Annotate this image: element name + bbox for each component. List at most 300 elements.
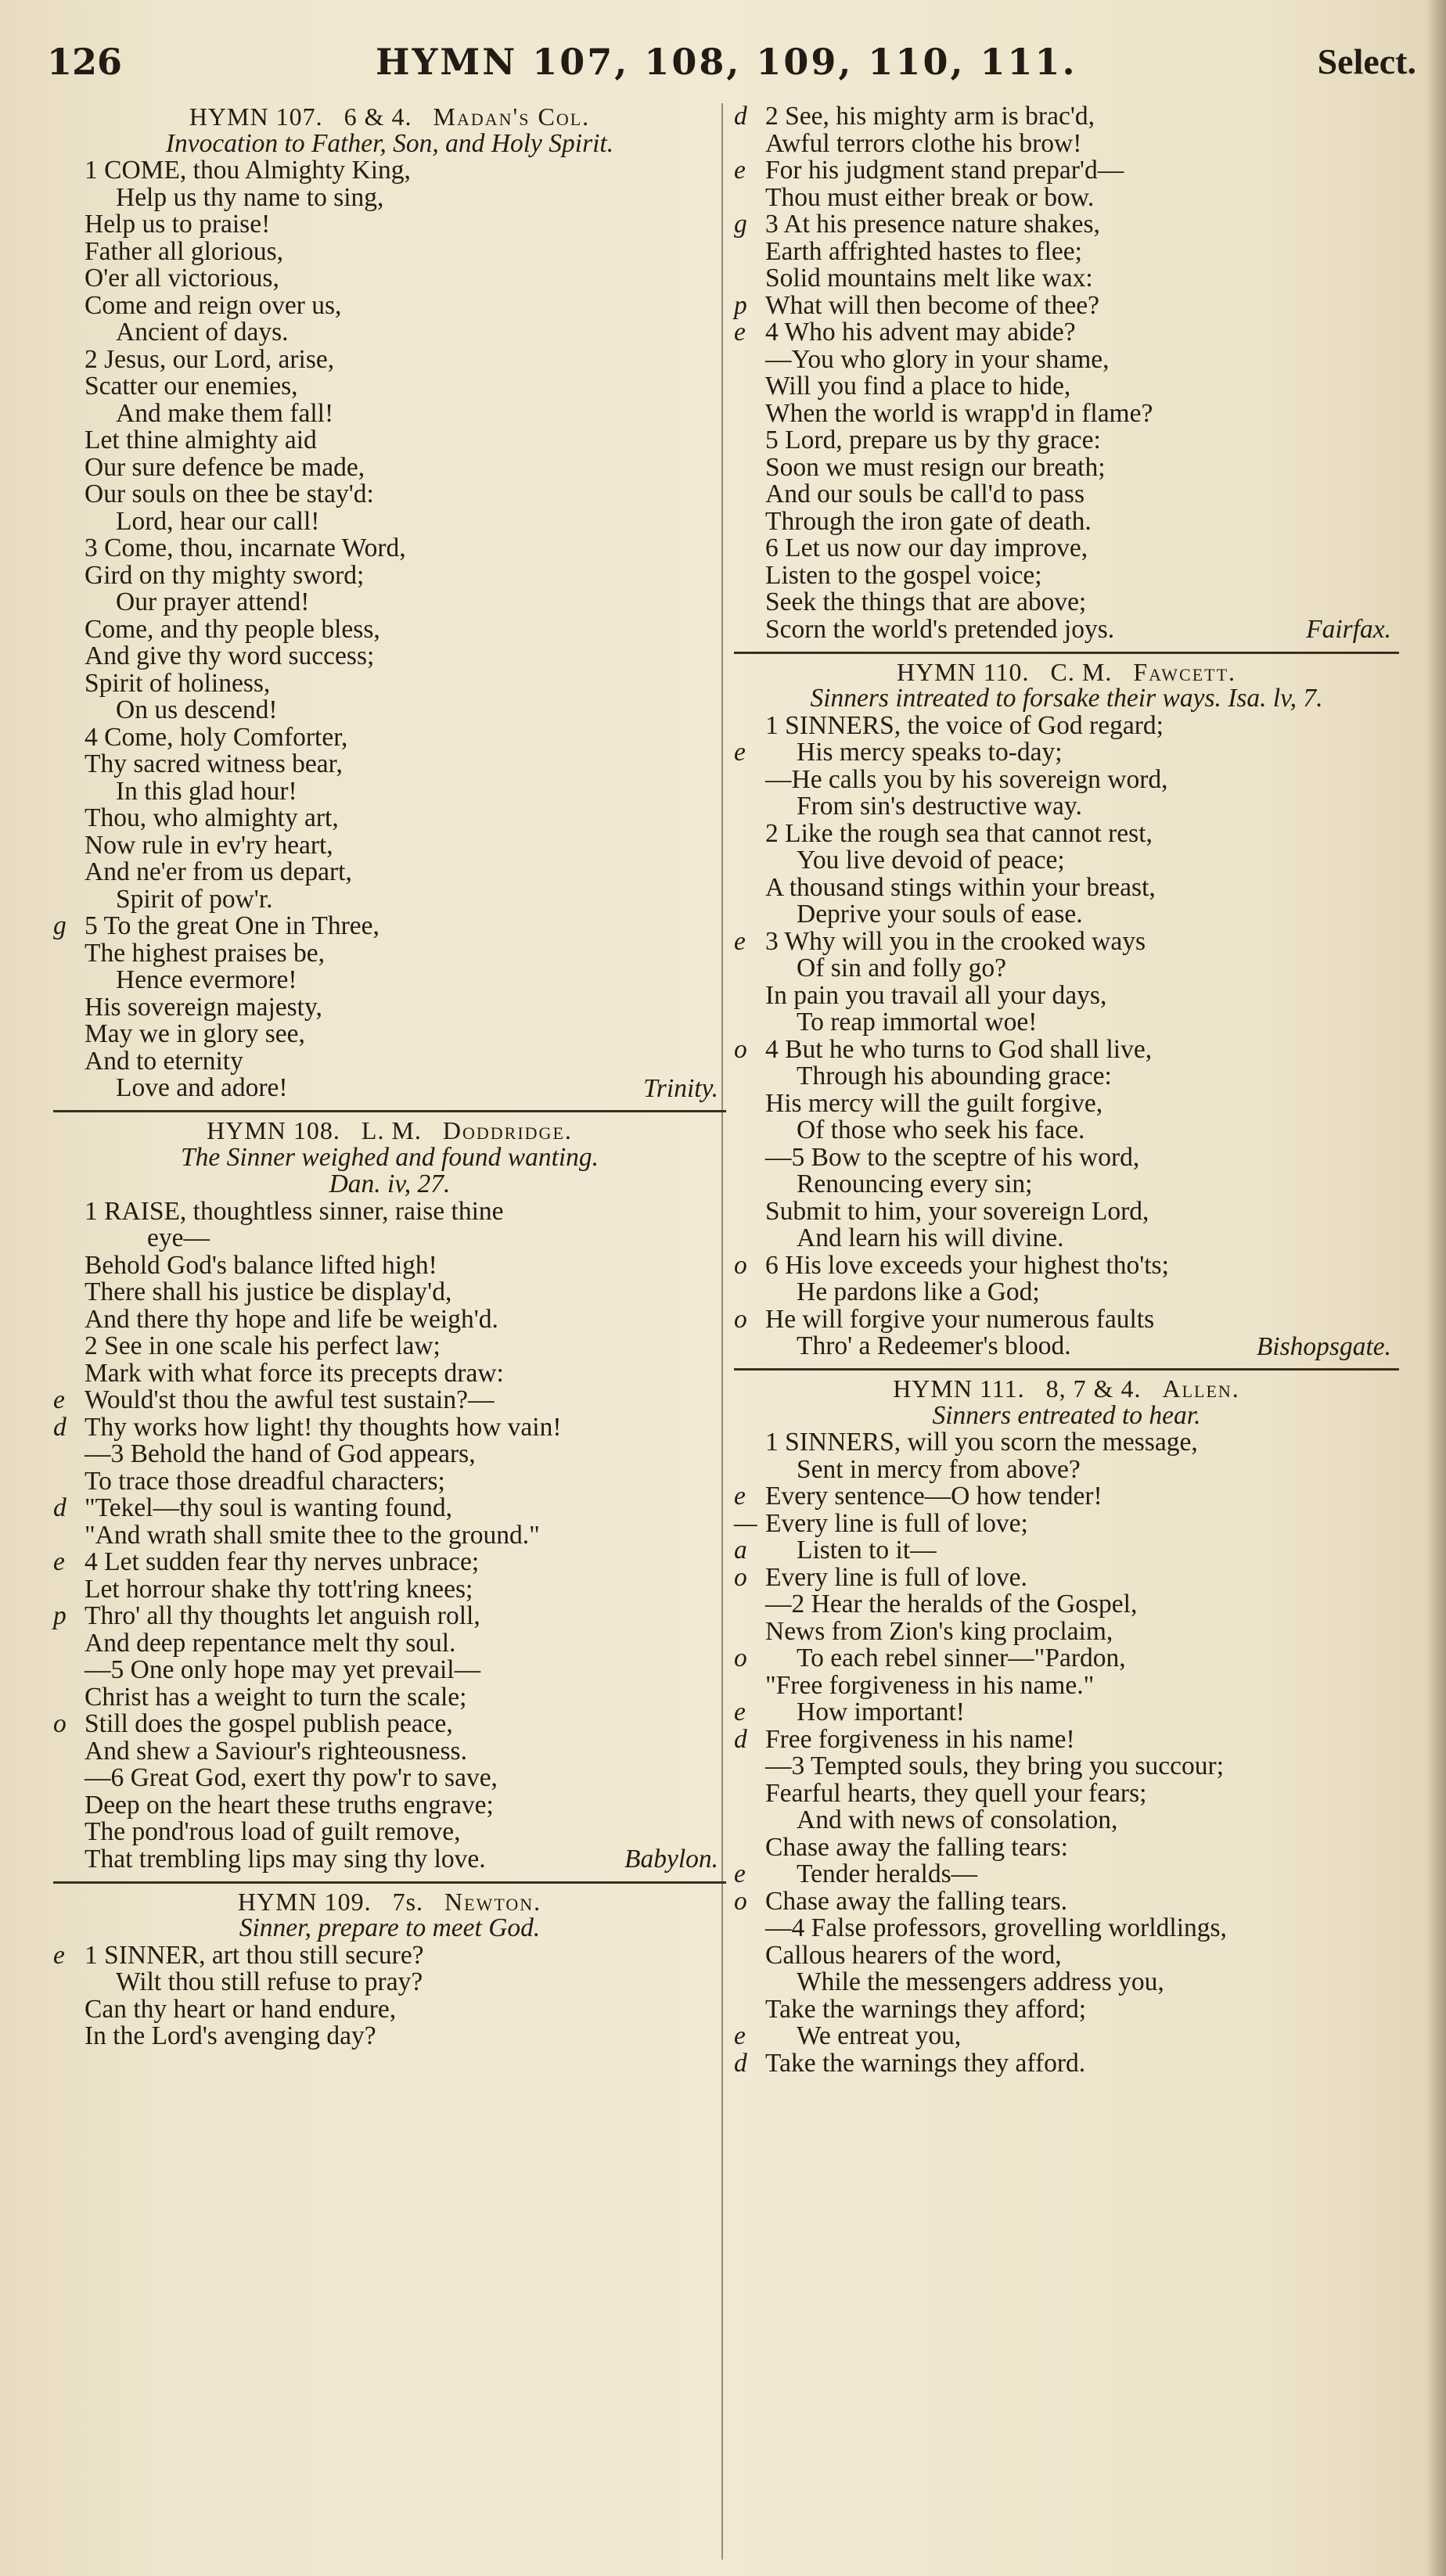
verse-line — [734, 508, 1399, 536]
verse-line — [734, 236, 1399, 266]
verse-line — [53, 1198, 726, 1226]
verse-line — [53, 994, 726, 1022]
dynamic-mark: d — [53, 1493, 67, 1522]
verse-line — [53, 1603, 726, 1630]
scripture-reference: Dan. iv, 27. — [329, 1169, 451, 1198]
verse-line — [53, 589, 726, 616]
dynamic-mark: e — [734, 1859, 746, 1888]
verse-text: Every line is full of love; — [765, 1508, 1028, 1538]
verse-line — [53, 1495, 726, 1522]
verse-text: And make them fall! — [116, 398, 334, 428]
verse-line — [53, 940, 726, 968]
dynamic-mark: d — [53, 1412, 67, 1442]
hymn-title: Sinners entreated to hear. — [932, 1400, 1201, 1430]
verse-line — [734, 290, 1399, 320]
verse-text: Every line is full of love. — [765, 1562, 1027, 1592]
verse-line — [734, 319, 1399, 347]
hymn-109-verses-left — [53, 1942, 726, 2050]
verse-text: Help us thy name to sing, — [116, 182, 384, 212]
dynamic-mark: e — [53, 1385, 65, 1414]
hymn-meter: 6 & 4. — [344, 102, 412, 131]
dynamic-mark: p — [53, 1601, 67, 1630]
verse-text: On us descend! — [116, 695, 278, 724]
verse-text: And ne'er from us depart, — [85, 857, 352, 886]
verse-line — [734, 1198, 1399, 1226]
verse-text: Gird on thy mighty sword; — [85, 560, 365, 590]
verse-text: His mercy speaks to-day; — [797, 738, 1063, 767]
verse-text: Thro' all thy thoughts let anguish roll, — [85, 1601, 480, 1630]
dynamic-mark: d — [734, 1724, 747, 1754]
hymn-number: HYMN 110. — [896, 657, 1030, 686]
verse-text: Free forgiveness in his name! — [765, 1724, 1075, 1754]
hymn-author: Doddridge. — [442, 1116, 573, 1144]
dynamic-mark: p — [734, 290, 747, 320]
hymn-heading — [734, 659, 1399, 686]
verse-text: "And wrath shall smite thee to the ground." — [85, 1520, 540, 1550]
hymn-number: HYMN 107. — [189, 102, 323, 131]
verse-line — [53, 886, 726, 914]
verse-text: 2 Jesus, our Lord, arise, — [85, 344, 335, 374]
verse-text: Chase away the falling tears. — [765, 1886, 1068, 1916]
verse-line — [734, 562, 1399, 590]
verse-line — [734, 454, 1399, 482]
verse-line — [53, 1441, 726, 1468]
verse-text: eye— — [147, 1223, 210, 1252]
verse-line — [734, 1807, 1399, 1834]
verse-text: Of those who seek his face. — [797, 1116, 1085, 1144]
hymn-meter: C. M. — [1050, 657, 1113, 686]
verse-text: Scorn the world's pretended joys. — [765, 614, 1115, 644]
dynamic-mark: e — [734, 156, 746, 185]
verse-line — [53, 751, 726, 778]
dynamic-mark: o — [734, 1562, 747, 1592]
dynamic-mark: e — [734, 1698, 746, 1726]
verse-text: To reap immortal woe! — [797, 1008, 1038, 1037]
verse-line — [734, 1699, 1399, 1726]
verse-line — [53, 1630, 726, 1658]
hymn-111-verses — [734, 1429, 1399, 2077]
verse-text: Behold God's balance lifted high! — [85, 1250, 437, 1280]
hymn-meter: L. M. — [361, 1116, 422, 1144]
verse-text: Submit to him, your sovereign Lord, — [765, 1196, 1149, 1226]
verse-line — [734, 535, 1399, 562]
verse-line — [53, 1657, 726, 1684]
verse-line — [734, 1090, 1399, 1118]
verse-text: Ancient of days. — [116, 318, 289, 347]
verse-text: Still does the gospel publish peace, — [85, 1709, 453, 1738]
verse-text: 4 Let sudden fear thy nerves unbrace; — [85, 1547, 480, 1576]
verse-line — [53, 1996, 726, 2024]
verse-line — [53, 290, 726, 320]
dynamic-mark: e — [734, 2021, 746, 2050]
page-number: 126 — [47, 41, 123, 83]
verse-line — [734, 1171, 1399, 1198]
hymn-title: The Sinner weighed and found wanting. — [180, 1142, 599, 1172]
verse-text: And deep repentance melt thy soul. — [85, 1628, 456, 1658]
verse-text: Deep on the heart these truths engrave; — [85, 1790, 494, 1820]
verse-line — [53, 1306, 726, 1334]
verse-text: 6 His love exceeds your highest tho'ts; — [765, 1250, 1169, 1280]
verse-text: Earth affrighted hastes to flee; — [765, 236, 1082, 266]
verse-text: 1 RAISE, thoughtless sinner, raise thine — [85, 1196, 504, 1226]
hymn-author: Allen. — [1162, 1374, 1240, 1403]
verse-text: Of sin and folly go? — [797, 954, 1006, 983]
verse-line — [53, 1279, 726, 1306]
verse-line — [53, 724, 726, 752]
verse-line — [53, 1333, 726, 1360]
verse-text: How important! — [797, 1698, 965, 1726]
verse-text: Would'st thou the awful test sustain?— — [85, 1385, 495, 1414]
verse-line — [53, 778, 726, 806]
verse-line — [734, 872, 1399, 902]
verse-text: 3 Come, thou, incarnate Word, — [85, 534, 406, 562]
verse-text: Spirit of pow'r. — [116, 884, 273, 914]
verse-line — [734, 1888, 1399, 1916]
verse-text: Hence evermore! — [116, 965, 297, 994]
section-rule — [734, 652, 1399, 654]
verse-text: To each rebel sinner—"Pardon, — [797, 1644, 1126, 1672]
verse-text: "Tekel—thy soul is wanting found, — [85, 1493, 453, 1522]
verse-line — [53, 913, 726, 940]
verse-text: Come, and thy people bless, — [85, 614, 380, 644]
verse-line — [734, 1454, 1399, 1484]
verse-line — [53, 1075, 726, 1102]
tune-name: Fairfax. — [1306, 615, 1391, 644]
verse-text: Take the warnings they afford; — [765, 1994, 1087, 2024]
verse-line — [53, 182, 726, 212]
verse-line — [53, 1225, 726, 1252]
running-header — [47, 41, 1416, 95]
verse-line — [53, 1414, 726, 1442]
verse-text: He will forgive your numerous faults — [765, 1304, 1155, 1334]
hymn-heading — [53, 1888, 726, 1916]
verse-line — [53, 344, 726, 374]
verse-line — [734, 739, 1399, 767]
right-column — [734, 103, 1399, 2077]
dynamic-mark: e — [734, 318, 746, 347]
verse-line — [53, 1252, 726, 1280]
verse-text: Lord, hear our call! — [116, 506, 320, 536]
verse-text: 2 See in one scale his perfect law; — [85, 1331, 441, 1360]
hymn-heading — [734, 1375, 1399, 1403]
verse-line — [734, 265, 1399, 293]
verse-line — [734, 1996, 1399, 2024]
verse-line — [53, 265, 726, 293]
hymn-number: HYMN 111. — [893, 1374, 1025, 1403]
verse-text: And to eternity — [85, 1046, 243, 1076]
verse-text: Our prayer attend! — [116, 587, 310, 616]
verse-line — [734, 1034, 1399, 1064]
hymn-107-verses — [53, 157, 726, 1102]
verse-text: Will you find a place to hide, — [765, 372, 1071, 401]
verse-text: When the world is wrapp'd in flame? — [765, 398, 1153, 428]
verse-line — [734, 211, 1399, 239]
hymn-number: HYMN 109. — [237, 1887, 372, 1916]
verse-line — [53, 670, 726, 698]
verse-text: 2 Like the rough sea that cannot rest, — [765, 818, 1153, 848]
tune-name: Babylon. — [624, 1845, 718, 1874]
verse-line — [53, 1360, 726, 1388]
verse-line — [53, 1792, 726, 1820]
verse-text: —2 Hear the heralds of the Gospel, — [765, 1590, 1138, 1619]
verse-line — [53, 398, 726, 428]
verse-text: There shall his justice be display'd, — [85, 1277, 452, 1306]
running-head: HYMN 107, 108, 109, 110, 111. — [376, 41, 1077, 83]
verse-text: He pardons like a God; — [797, 1277, 1040, 1306]
hymn-title: Sinner, prepare to meet God. — [239, 1913, 541, 1942]
verse-line — [734, 481, 1399, 508]
verse-text: Renouncing every sin; — [797, 1169, 1033, 1198]
verse-line — [734, 1753, 1399, 1780]
verse-line — [53, 1738, 726, 1766]
verse-line — [734, 1144, 1399, 1172]
verse-line — [53, 1819, 726, 1846]
verse-text: —4 False professors, grovelling worldlings, — [765, 1913, 1227, 1942]
dynamic-mark: e — [53, 1547, 65, 1576]
section-label: Select. — [1317, 41, 1416, 81]
verse-line — [734, 793, 1399, 821]
dynamic-mark: e — [53, 1940, 65, 1970]
verse-text: In this glad hour! — [116, 776, 297, 806]
verse-line — [734, 847, 1399, 875]
verse-line — [53, 1765, 726, 1792]
verse-line — [734, 1616, 1399, 1646]
verse-text: —You who glory in your shame, — [765, 344, 1110, 374]
verse-text: His sovereign majesty, — [85, 992, 322, 1022]
verse-text: —3 Tempted souls, they bring you succour; — [765, 1751, 1225, 1780]
verse-line — [734, 128, 1399, 158]
verse-text: Love and adore! — [116, 1073, 288, 1102]
verse-text: Let thine almighty aid — [85, 426, 317, 454]
verse-text: 5 To the great One in Three, — [85, 911, 379, 940]
verse-text: "Free forgiveness in his name." — [765, 1670, 1095, 1700]
verse-line — [53, 427, 726, 454]
dynamic-mark: o — [53, 1709, 67, 1738]
verse-text: And give thy word success; — [85, 641, 375, 670]
verse-line — [53, 481, 726, 508]
verse-text: For his judgment stand prepar'd— — [765, 156, 1124, 185]
verse-text: 6 Let us now our day improve, — [765, 534, 1088, 562]
verse-text: His mercy will the guilt forgive, — [765, 1088, 1103, 1118]
verse-text: The pond'rous load of guilt remove, — [85, 1817, 461, 1846]
verse-line — [734, 2023, 1399, 2050]
verse-line — [53, 1942, 726, 1970]
verse-line — [53, 1969, 726, 1996]
verse-line — [734, 1252, 1399, 1280]
verse-text: Chase away the falling tears: — [765, 1832, 1068, 1862]
verse-text: What will then become of thee? — [765, 290, 1099, 320]
verse-line — [53, 157, 726, 185]
verse-text: You live devoid of peace; — [797, 846, 1065, 875]
verse-text: Awful terrors clothe his brow! — [765, 128, 1082, 158]
hymn-108-verses — [53, 1198, 726, 1874]
verse-text: May we in glory see, — [85, 1019, 305, 1048]
verse-text: —6 Great God, exert thy pow'r to save, — [85, 1763, 498, 1792]
hymn-title: Invocation to Father, Son, and Holy Spirit. — [165, 128, 614, 158]
hymn-author: Madan's Col. — [433, 102, 591, 131]
verse-text: While the messengers address you, — [797, 1967, 1164, 1996]
page-edge-shadow — [1426, 0, 1446, 2576]
verse-text: Let horrour shake thy tott'ring knees; — [85, 1574, 473, 1604]
verse-line — [734, 901, 1399, 929]
verse-text: Spirit of holiness, — [85, 668, 271, 698]
verse-text: 1 COME, thou Almighty King, — [85, 156, 411, 185]
verse-text: Through the iron gate of death. — [765, 506, 1092, 536]
verse-text: Thou must either break or bow. — [765, 182, 1095, 212]
verse-text: And shew a Saviour's righteousness. — [85, 1736, 467, 1766]
verse-line — [734, 764, 1399, 794]
section-rule — [53, 1881, 726, 1884]
verse-text: 5 Lord, prepare us by thy grace: — [765, 426, 1101, 454]
verse-line — [734, 710, 1399, 740]
verse-text: Scatter our enemies, — [85, 372, 298, 401]
verse-line — [734, 1306, 1399, 1334]
verse-line — [53, 643, 726, 670]
verse-line — [53, 1549, 726, 1576]
verse-line — [734, 344, 1399, 374]
verse-text: O'er all victorious, — [85, 264, 279, 293]
verse-line — [53, 1684, 726, 1712]
verse-text: Soon we must resign our breath; — [765, 452, 1106, 482]
dynamic-mark: e — [734, 738, 746, 767]
verse-text: And there thy hope and life be weigh'd. — [85, 1304, 498, 1334]
verse-line — [53, 373, 726, 401]
verse-text: Listen to the gospel voice; — [765, 560, 1042, 590]
verse-text: Help us to praise! — [85, 210, 271, 239]
verse-text: Come and reign over us, — [85, 290, 342, 320]
verse-text: And learn his will divine. — [797, 1223, 1064, 1252]
verse-text: Our souls on thee be stay'd: — [85, 480, 374, 508]
verse-text: 4 Come, holy Comforter, — [85, 722, 348, 752]
tune-name: Bishopsgate. — [1256, 1331, 1391, 1361]
verse-line — [734, 1562, 1399, 1592]
verse-text: 1 SINNERS, the voice of God regard; — [765, 710, 1164, 740]
verse-text: —5 Bow to the sceptre of his word, — [765, 1142, 1140, 1172]
verse-text: Our sure defence be made, — [85, 452, 365, 482]
hymn-number: HYMN 108. — [207, 1116, 340, 1144]
verse-text: 1 SINNERS, will you scorn the message, — [765, 1428, 1198, 1457]
verse-text: The highest praises be, — [85, 938, 325, 968]
hymn-title: Sinners intreated to forsake their ways. Isa. lv, 7. — [810, 684, 1323, 713]
hymn-heading — [53, 103, 726, 131]
verse-line — [734, 926, 1399, 956]
verse-line — [734, 1834, 1399, 1862]
verse-line — [734, 1279, 1399, 1306]
verse-text: A thousand stings within your breast, — [765, 872, 1156, 902]
verse-line — [734, 1063, 1399, 1090]
verse-line — [53, 1048, 726, 1076]
verse-line — [734, 1726, 1399, 1754]
verse-line — [53, 319, 726, 347]
verse-line — [734, 1429, 1399, 1457]
verse-text: And with news of consolation, — [797, 1805, 1118, 1834]
verse-text: Seek the things that are above; — [765, 587, 1087, 616]
dynamic-mark: g — [734, 210, 747, 239]
verse-line — [53, 508, 726, 536]
dynamic-mark: g — [53, 911, 67, 940]
verse-line — [53, 236, 726, 266]
verse-line — [734, 2050, 1399, 2078]
verse-text: 4 But he who turns to God shall live, — [765, 1034, 1153, 1064]
verse-line — [734, 103, 1399, 131]
dynamic-mark: e — [734, 1482, 746, 1511]
verse-text: Christ has a weight to turn the scale; — [85, 1682, 467, 1712]
verse-text: In the Lord's avenging day? — [85, 2021, 376, 2050]
verse-line — [53, 967, 726, 994]
verse-text: That trembling lips may sing thy love. — [85, 1844, 486, 1874]
verse-text: To trace those dreadful characters; — [85, 1466, 445, 1496]
verse-line — [53, 1522, 726, 1550]
left-column — [53, 103, 726, 2050]
verse-line — [53, 1468, 726, 1496]
verse-line — [734, 398, 1399, 428]
verse-text: In pain you travail all your days, — [765, 980, 1107, 1010]
verse-line — [734, 955, 1399, 983]
verse-text: Thou, who almighty art, — [85, 803, 339, 832]
verse-line — [734, 1508, 1399, 1538]
verse-text: 2 See, his mighty arm is brac'd, — [765, 102, 1095, 131]
hymn-heading — [53, 1117, 726, 1144]
verse-text: Take the warnings they afford. — [765, 2048, 1086, 2078]
verse-text: Through his abounding grace: — [797, 1062, 1112, 1090]
dynamic-mark: o — [734, 1304, 747, 1334]
verse-line — [53, 697, 726, 724]
verse-text: 1 SINNER, art thou still secure? — [85, 1940, 424, 1970]
verse-text: —He calls you by his sovereign word, — [765, 764, 1168, 794]
verse-text: Wilt thou still refuse to pray? — [116, 1967, 423, 1996]
verse-line — [734, 1537, 1399, 1565]
verse-line — [53, 1711, 726, 1738]
verse-text: 4 Who his advent may abide? — [765, 318, 1076, 347]
verse-line — [734, 589, 1399, 616]
hymn-110-verses — [734, 710, 1399, 1360]
verse-text: Now rule in ev'ry heart, — [85, 830, 333, 860]
verse-text: Listen to it— — [797, 1536, 937, 1565]
verse-line — [734, 427, 1399, 454]
verse-text: Callous hearers of the word, — [765, 1940, 1062, 1970]
dynamic-mark: e — [734, 926, 746, 956]
section-rule — [53, 1110, 726, 1112]
verse-line — [734, 1915, 1399, 1942]
verse-text: We entreat you, — [797, 2021, 962, 2050]
verse-text: Can thy heart or hand endure, — [85, 1994, 397, 2024]
verse-line — [53, 2023, 726, 2050]
verse-line — [734, 1225, 1399, 1252]
dynamic-mark: d — [734, 2048, 747, 2078]
hymn-meter: 8, 7 & 4. — [1045, 1374, 1142, 1403]
verse-text: Sent in mercy from above? — [797, 1454, 1081, 1484]
verse-line — [734, 1117, 1399, 1144]
section-rule — [734, 1368, 1399, 1371]
verse-line — [53, 1387, 726, 1414]
verse-text: Deprive your souls of ease. — [797, 900, 1083, 929]
verse-text: —5 One only hope may yet prevail— — [85, 1655, 481, 1684]
dynamic-mark: o — [734, 1250, 747, 1280]
dynamic-mark: o — [734, 1886, 747, 1916]
verse-line — [734, 1009, 1399, 1037]
verse-line — [53, 832, 726, 860]
dynamic-mark: o — [734, 1034, 747, 1064]
dynamic-mark: — — [734, 1508, 757, 1538]
verse-line — [734, 1942, 1399, 1970]
dynamic-mark: d — [734, 102, 747, 131]
verse-line — [53, 805, 726, 832]
verse-line — [734, 818, 1399, 848]
verse-text: Solid mountains melt like wax: — [765, 264, 1093, 293]
verse-line — [734, 373, 1399, 401]
verse-text: Thy sacred witness bear, — [85, 749, 343, 778]
verse-line — [53, 859, 726, 886]
